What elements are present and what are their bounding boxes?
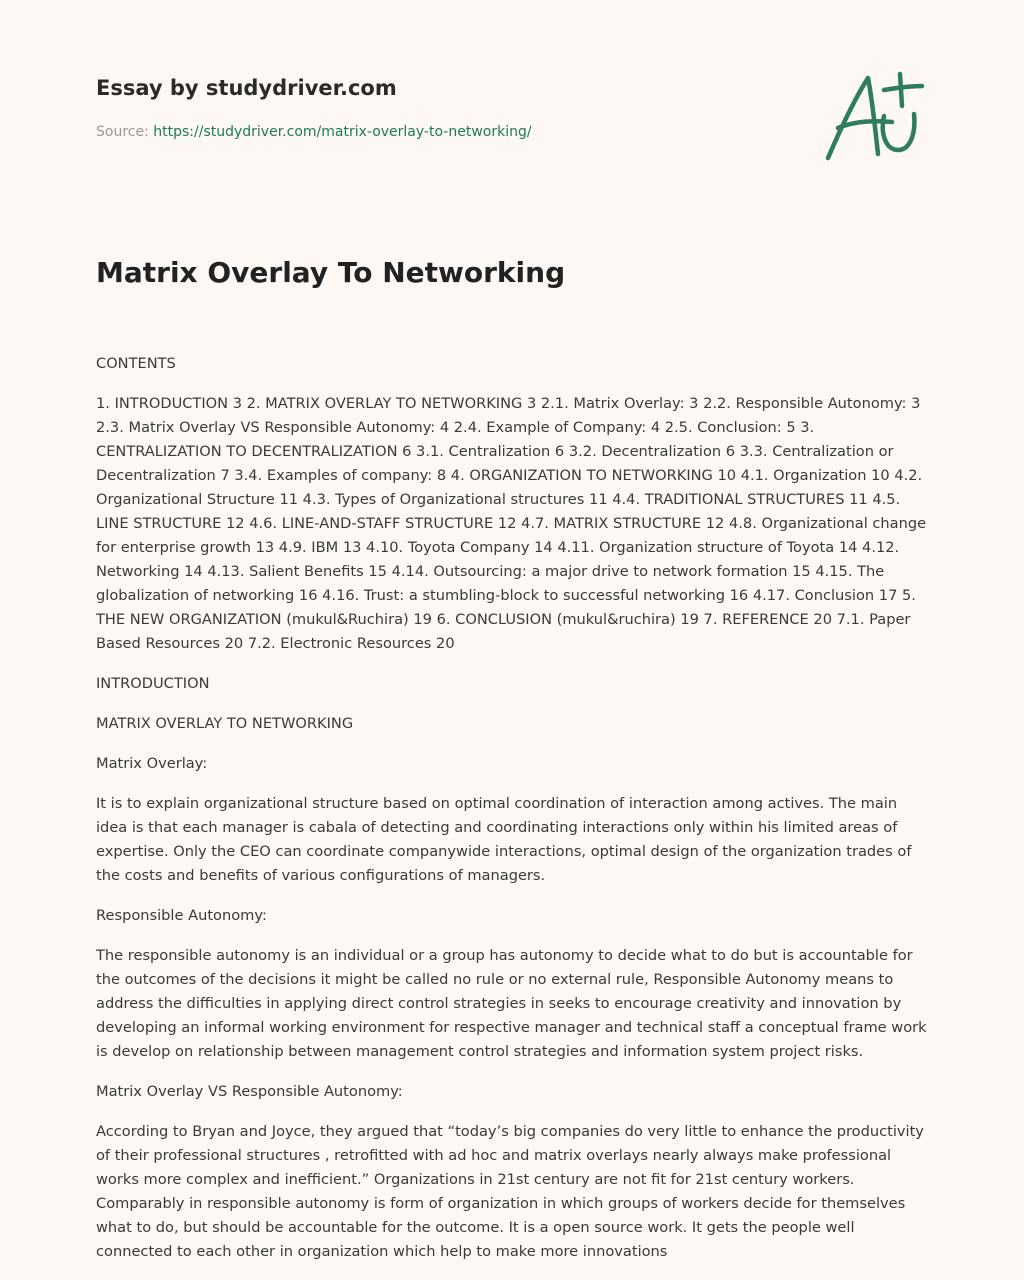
section-heading-matrix-overlay-to-networking: MATRIX OVERLAY TO NETWORKING	[96, 715, 354, 732]
paragraph-responsible-autonomy: The responsible autonomy is an individual or a group has autonomy to decide what to do but is accountable for the outcomes of the decisions it might be called no rule or no external rule, Responsible Autonomy means to address the difficulties in applying direct control strategies in seeks to encourage creativity and innovation by developing an informal working environment for respective manager and technical staff a conceptual frame work is develop on relationship between management control strategies and information system project risks.	[96, 947, 927, 1060]
subheading-responsible-autonomy: Responsible Autonomy:	[96, 907, 267, 924]
source-label: Source:	[96, 124, 149, 140]
source-line	[96, 124, 532, 140]
table-of-contents: 1. INTRODUCTION 3 2. MATRIX OVERLAY TO NETWORKING 3 2.1. Matrix Overlay: 3 2.2. Responsible Autonomy: 3 2.3. Matrix Overlay VS Responsible Autonomy: 4 2.4. Example of Company: 4 2.5. Conclusion: 5 3. CENTRALIZATION TO DECENTRALIZATION 6 3.1. Centralization 6 3.2. Decentralization 6 3.3. Centralization or Decentralization 7 3.4. Examples of company: 8 4. ORGANIZATION TO NETWORKING 10 4.1. Organization 10 4.2. Organizational Structure 11 4.3. Types of Organizational structures 11 4.4. TRADITIONAL STRUCTURES 11 4.5. LINE STRUCTURE 12 4.6. LINE-AND-STAFF STRUCTURE 12 4.7. MATRIX STRUCTURE 12 4.8. Organizational change for enterprise growth 13 4.9. IBM 13 4.10. Toyota Company 14 4.11. Organization structure of Toyota 14 4.12. Networking 14 4.13. Salient Benefits 15 4.14. Outsourcing: a major drive to network formation 15 4.15. The globalization of networking 16 4.16. Trust: a stumbling-block to successful networking 16 4.17. Conclusion 17 5. THE NEW ORGANIZATION (mukul&Ruchira) 19 6. CONCLUSION (mukul&ruchira) 19 7. REFERENCE 20 7.1. Paper Based Resources 20 7.2. Electronic Resources 20	[96, 395, 927, 652]
site-title: Essay by studydriver.com	[96, 76, 397, 100]
section-heading-introduction: INTRODUCTION	[96, 675, 210, 692]
subheading-matrix-vs-autonomy: Matrix Overlay VS Responsible Autonomy:	[96, 1083, 403, 1100]
essay-title: Matrix Overlay To Networking	[96, 256, 566, 289]
contents-heading: CONTENTS	[96, 355, 176, 372]
source-link[interactable]: https://studydriver.com/matrix-overlay-to-networking/	[153, 124, 532, 140]
essay-body	[96, 352, 928, 1280]
paragraph-matrix-overlay: It is to explain organizational structure based on optimal coordination of interaction among actives. The main idea is that each manager is cabala of detecting and coordinating interactions only within his limited areas of expertise. Only the CEO can coordinate companywide interactions, optimal design of the organization trades of the costs and benefits of various configurations of managers.	[96, 795, 912, 884]
a-plus-grade-icon	[822, 68, 926, 164]
subheading-matrix-overlay: Matrix Overlay:	[96, 755, 208, 772]
paragraph-matrix-vs-autonomy: According to Bryan and Joyce, they argued that “today’s big companies do very little to enhance the productivity of their professional structures , retrofitted with ad hoc and matrix overlays nearly always make professional works more complex and inefficient.” Organizations in 21st century are not fit for 21st century workers. Comparably in responsible autonomy is form of organization in which groups of workers decide for themselves what to do, but should be accountable for the outcome. It is a open source work. It gets the people well connected to each other in organization which help to make more innovations	[96, 1123, 924, 1260]
